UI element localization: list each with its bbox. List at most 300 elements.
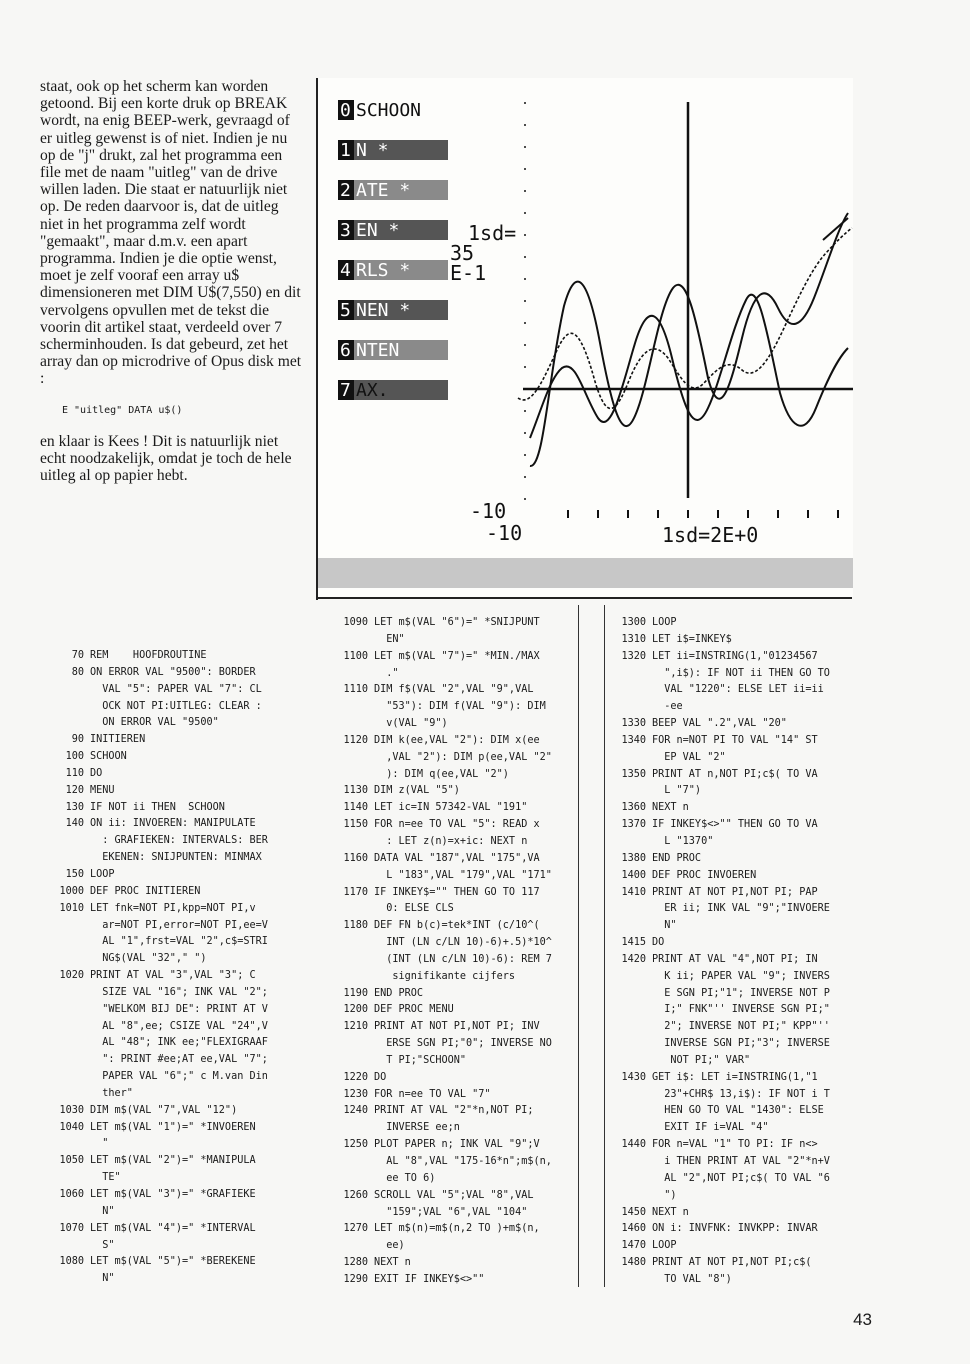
line-code: INT (LN c/LN 10)-6)+.5)*10^ bbox=[374, 937, 552, 949]
listing-line bbox=[614, 1053, 854, 1070]
listing-line bbox=[336, 1103, 568, 1120]
line-code: PRINT AT VAL "3",VAL "3"; C bbox=[90, 970, 256, 982]
line-number: 1120 bbox=[343, 734, 368, 746]
line-number bbox=[614, 750, 646, 767]
listing-line bbox=[40, 901, 290, 918]
line-number bbox=[336, 1154, 368, 1171]
line-number bbox=[40, 1019, 84, 1036]
line-number bbox=[40, 850, 84, 867]
line-code: NEXT n bbox=[652, 802, 689, 814]
listing-line bbox=[614, 615, 854, 632]
line-number bbox=[336, 1036, 368, 1053]
listing-line bbox=[614, 885, 854, 902]
line-number bbox=[614, 834, 646, 851]
intro-column bbox=[40, 78, 302, 484]
line-number bbox=[336, 834, 368, 851]
menu-key: 2 bbox=[340, 180, 351, 201]
listing-line bbox=[336, 885, 568, 902]
listing-line bbox=[40, 968, 290, 985]
line-code: FOR n=NOT PI TO VAL "14" ST bbox=[652, 734, 818, 746]
listing-line bbox=[336, 1272, 568, 1289]
listing-line bbox=[336, 682, 568, 699]
line-code: LET m$(VAL "3")=" *GRAFIEKE bbox=[90, 1189, 256, 1200]
line-code: AL "8",ee; CSIZE VAL "24",V bbox=[90, 1020, 268, 1032]
line-code: NEXT n bbox=[374, 1257, 411, 1269]
line-code: DIM k(ee,VAL "2"): DIM x(ee bbox=[374, 734, 540, 746]
menu-key: 5 bbox=[340, 300, 351, 321]
listing-line bbox=[336, 767, 568, 784]
line-code: LET m$(VAL "6")=" *SNIJPUNT bbox=[374, 617, 540, 628]
line-number: 140 bbox=[65, 818, 84, 830]
listing-line bbox=[40, 1002, 290, 1019]
line-code: AL "1",frst=VAL "2",c$=STRI bbox=[90, 936, 268, 948]
line-code: S" bbox=[90, 1239, 115, 1251]
line-code: (INT (LN c/LN 10)-6): REM 7 bbox=[374, 953, 552, 965]
listing-line bbox=[336, 649, 568, 666]
line-number bbox=[40, 1170, 84, 1187]
axis-label-bottom: -10 bbox=[486, 521, 523, 545]
line-number bbox=[614, 1053, 646, 1070]
line-code: IF NOT ii THEN SCHOON bbox=[90, 801, 225, 813]
line-number bbox=[336, 901, 368, 918]
data-command-line: E "uitleg" DATA u$() bbox=[62, 404, 183, 416]
menu-label: SCHOON bbox=[356, 100, 422, 121]
listing-line bbox=[336, 1002, 568, 1019]
line-number: 1070 bbox=[59, 1222, 84, 1234]
listing-line bbox=[336, 716, 568, 733]
footer-readout: 1sd=2E+0 bbox=[662, 523, 759, 547]
line-number bbox=[614, 699, 646, 716]
listing-line bbox=[40, 934, 290, 951]
line-number bbox=[336, 1205, 368, 1222]
line-code: SCROLL VAL "5";VAL "8",VAL bbox=[374, 1189, 534, 1201]
line-code: ": PRINT #ee;AT ee,VAL "7"; bbox=[90, 1054, 268, 1066]
line-code: FOR n=VAL "1" TO PI: IF n<> bbox=[652, 1139, 818, 1151]
line-number: 1010 bbox=[59, 902, 84, 914]
listing-line bbox=[614, 918, 854, 935]
listing-line bbox=[614, 1019, 854, 1036]
line-number: 1190 bbox=[343, 987, 368, 999]
listing-line bbox=[40, 1136, 290, 1153]
line-number bbox=[336, 716, 368, 733]
line-code: INVERSE ee;n bbox=[374, 1122, 460, 1134]
listing-line bbox=[614, 969, 854, 986]
menu-item-bar bbox=[338, 380, 448, 400]
line-code: PRINT AT VAL "4",NOT PI; IN bbox=[652, 953, 818, 965]
line-code: LET ii=INSTRING(1,"01234567 bbox=[652, 650, 818, 662]
line-code: 0: ELSE CLS bbox=[374, 903, 454, 915]
line-number: 1000 bbox=[59, 885, 84, 897]
line-number: 1220 bbox=[343, 1071, 368, 1083]
listing-line bbox=[40, 1238, 290, 1255]
line-number bbox=[40, 1136, 84, 1153]
listing-line bbox=[614, 699, 854, 716]
line-code: LET m$(VAL "5")=" *BEREKENE bbox=[90, 1256, 256, 1268]
listing-line bbox=[336, 969, 568, 986]
line-number: 130 bbox=[65, 801, 84, 813]
listing-line bbox=[336, 699, 568, 716]
line-number: 1480 bbox=[621, 1257, 646, 1269]
closing-paragraph: en klaar is Kees ! Dit is natuurlijk niet echt noodzakelijk, omdat je toch de hele uitleg al op papier hebt. bbox=[40, 432, 292, 485]
line-code: ar=NOT PI,error=NOT PI,ee=V bbox=[90, 919, 268, 931]
listing-line bbox=[614, 1221, 854, 1238]
listing-line bbox=[40, 648, 290, 665]
line-code: N" bbox=[652, 920, 677, 932]
line-number: 1440 bbox=[621, 1139, 646, 1151]
line-code: K ii; PAPER VAL "9"; INVERS bbox=[652, 970, 830, 982]
listing-line bbox=[614, 901, 854, 918]
line-code: IF INKEY$="" THEN GO TO 117 bbox=[374, 886, 540, 898]
listing-line bbox=[614, 1171, 854, 1188]
listing-line bbox=[336, 851, 568, 868]
line-code: IF INKEY$<>"" THEN GO TO VA bbox=[652, 819, 818, 831]
listing-line bbox=[614, 1238, 854, 1255]
listing-line bbox=[336, 1188, 568, 1205]
line-code: SIZE VAL "16"; INK VAL "2"; bbox=[90, 986, 268, 998]
listing-line bbox=[614, 716, 854, 733]
listing-line bbox=[40, 699, 290, 716]
line-code: PRINT AT NOT PI,NOT PI; PAP bbox=[652, 886, 818, 898]
line-number bbox=[40, 1052, 84, 1069]
line-number bbox=[40, 1035, 84, 1052]
line-number bbox=[336, 1053, 368, 1070]
line-number bbox=[614, 1120, 646, 1137]
line-number: 1240 bbox=[343, 1105, 368, 1117]
line-number: 1330 bbox=[621, 718, 646, 730]
line-code: LOOP bbox=[652, 617, 677, 628]
line-code: TO VAL "8") bbox=[652, 1273, 732, 1285]
listing-line bbox=[614, 733, 854, 750]
readout-exponent: E-1 bbox=[450, 261, 487, 285]
listing-line bbox=[336, 615, 568, 632]
line-code: SCHOON bbox=[90, 751, 127, 763]
listing-line bbox=[40, 665, 290, 682]
listing-line bbox=[614, 666, 854, 683]
menu-item-1 bbox=[338, 140, 448, 161]
line-number: 1270 bbox=[343, 1223, 368, 1235]
line-number bbox=[40, 833, 84, 850]
listing-line bbox=[40, 800, 290, 817]
line-code: -ee bbox=[652, 701, 683, 713]
listing-line bbox=[40, 1187, 290, 1204]
line-code: ee) bbox=[374, 1240, 405, 1252]
listing-line bbox=[614, 1103, 854, 1120]
line-code: L "7") bbox=[652, 785, 702, 797]
listing-line bbox=[336, 935, 568, 952]
listing-line bbox=[614, 1188, 854, 1205]
line-code: PAPER VAL "6";" c M.van Din bbox=[90, 1071, 268, 1083]
menu-label: NEN * bbox=[356, 300, 411, 321]
line-number bbox=[614, 1171, 646, 1188]
line-number: 1160 bbox=[343, 852, 368, 864]
listing-line bbox=[336, 1120, 568, 1137]
line-number bbox=[40, 715, 84, 732]
line-number bbox=[336, 1120, 368, 1137]
listing-line bbox=[336, 733, 568, 750]
line-number bbox=[40, 985, 84, 1002]
line-number: 1180 bbox=[343, 920, 368, 932]
line-code: LET m$(VAL "1")=" *INVOEREN bbox=[90, 1121, 256, 1133]
axis-label-top: -10 bbox=[470, 499, 507, 523]
line-number: 80 bbox=[71, 666, 84, 678]
line-number bbox=[614, 969, 646, 986]
line-code: LET ic=IN 57342-VAL "191" bbox=[374, 802, 528, 814]
listing-line bbox=[614, 783, 854, 800]
listing-line bbox=[614, 750, 854, 767]
listing-line bbox=[614, 817, 854, 834]
line-code: REM HOOFDROUTINE bbox=[90, 650, 207, 661]
line-number bbox=[40, 682, 84, 699]
line-number: 1250 bbox=[343, 1139, 368, 1151]
listing-line bbox=[40, 884, 290, 901]
line-number: 1290 bbox=[343, 1273, 368, 1285]
line-number bbox=[40, 1238, 84, 1255]
listing-line bbox=[336, 1053, 568, 1070]
line-code: DIM m$(VAL "7",VAL "12") bbox=[90, 1104, 238, 1116]
listing-line bbox=[336, 632, 568, 649]
line-code: : LET z(n)=x+ic: NEXT n bbox=[374, 835, 528, 847]
line-number: 1370 bbox=[621, 819, 646, 831]
listing-line bbox=[336, 1238, 568, 1255]
menu-key: 6 bbox=[340, 340, 351, 361]
menu-label: EN * bbox=[356, 220, 400, 241]
listing-line bbox=[336, 1255, 568, 1272]
graph-area-shade bbox=[318, 558, 853, 588]
line-code: PLOT PAPER n; INK VAL "9";V bbox=[374, 1139, 540, 1151]
listing-line bbox=[336, 1036, 568, 1053]
line-number: 1170 bbox=[343, 886, 368, 898]
listing-line bbox=[614, 986, 854, 1003]
line-number bbox=[336, 935, 368, 952]
readout-value: 35 bbox=[450, 241, 475, 265]
listing-column-2 bbox=[336, 615, 568, 1289]
line-number bbox=[40, 1086, 84, 1103]
line-number bbox=[614, 1103, 646, 1120]
listing-line bbox=[336, 1171, 568, 1188]
line-code: PRINT AT NOT PI,NOT PI;c$( bbox=[652, 1257, 812, 1269]
menu-key: 7 bbox=[340, 380, 351, 401]
line-number bbox=[336, 666, 368, 683]
menu-label: N * bbox=[356, 140, 389, 161]
line-code: DATA VAL "187",VAL "175",VA bbox=[374, 852, 540, 864]
column-divider-1 bbox=[578, 605, 579, 1287]
line-number: 1450 bbox=[621, 1206, 646, 1218]
line-code: HEN GO TO VAL "1430": ELSE bbox=[652, 1105, 824, 1117]
listing-line bbox=[336, 1070, 568, 1087]
listing-line bbox=[336, 1019, 568, 1036]
line-code: AL "2",NOT PI;c$( TO VAL "6 bbox=[652, 1172, 830, 1184]
line-code: DEF PROC MENU bbox=[374, 1004, 454, 1016]
line-code: " bbox=[90, 1138, 109, 1150]
listing-line bbox=[336, 952, 568, 969]
line-number bbox=[614, 986, 646, 1003]
line-number bbox=[336, 969, 368, 986]
listing-line bbox=[40, 1271, 290, 1288]
line-number: 90 bbox=[71, 734, 84, 746]
line-number bbox=[40, 1271, 84, 1288]
listing-line bbox=[40, 850, 290, 867]
listing-line bbox=[336, 1087, 568, 1104]
line-code: ther" bbox=[90, 1087, 133, 1099]
line-code: EP VAL "2" bbox=[652, 751, 726, 763]
line-code: DEF PROC INITIEREN bbox=[90, 885, 201, 897]
line-number bbox=[336, 1171, 368, 1188]
line-code: DO bbox=[90, 767, 103, 779]
listing-line bbox=[40, 867, 290, 884]
line-code: VAL "1220": ELSE LET ii=ii bbox=[652, 684, 824, 696]
line-code: NOT PI;" VAR" bbox=[652, 1054, 751, 1066]
listing-line bbox=[336, 1154, 568, 1171]
line-code: EN" bbox=[374, 633, 405, 645]
line-code: ." bbox=[374, 667, 399, 679]
line-number: 1230 bbox=[343, 1088, 368, 1100]
line-number bbox=[336, 868, 368, 885]
line-code: v(VAL "9") bbox=[374, 718, 448, 730]
listing-line bbox=[614, 1002, 854, 1019]
line-number: 1050 bbox=[59, 1155, 84, 1167]
listing-line bbox=[614, 935, 854, 952]
listing-line bbox=[40, 816, 290, 833]
listing-line bbox=[336, 986, 568, 1003]
line-code: : GRAFIEKEN: INTERVALS: BER bbox=[90, 835, 268, 847]
listing-line bbox=[614, 851, 854, 868]
line-number bbox=[40, 1204, 84, 1221]
line-code: ON ERROR VAL "9500" bbox=[90, 717, 219, 729]
line-number: 1310 bbox=[621, 633, 646, 645]
line-code: ERSE SGN PI;"0"; INVERSE NO bbox=[374, 1038, 552, 1050]
line-code: DO bbox=[374, 1071, 387, 1083]
listing-line bbox=[336, 834, 568, 851]
line-code: AL "8",VAL "175-16*n";m$(n, bbox=[374, 1156, 552, 1167]
line-number: 1340 bbox=[621, 734, 646, 746]
line-code: OCK NOT PI:UITLEG: CLEAR : bbox=[90, 700, 262, 712]
line-code: DIM z(VAL "5") bbox=[374, 785, 460, 797]
listing-line bbox=[40, 1254, 290, 1271]
menu-key: 1 bbox=[340, 140, 351, 161]
line-number bbox=[40, 1069, 84, 1086]
line-code: N" bbox=[90, 1273, 115, 1285]
line-code: LET m$(VAL "2")=" *MANIPULA bbox=[90, 1155, 256, 1167]
line-code: LET i$=INKEY$ bbox=[652, 633, 732, 645]
line-number: 1140 bbox=[343, 802, 368, 814]
line-number: 110 bbox=[65, 767, 84, 779]
line-code: ") bbox=[652, 1189, 677, 1201]
listing-line bbox=[614, 800, 854, 817]
menu-label: ATE * bbox=[356, 180, 411, 201]
line-code: DIM f$(VAL "2",VAL "9",VAL bbox=[374, 684, 534, 696]
listing-line bbox=[336, 817, 568, 834]
line-code: END PROC bbox=[374, 987, 424, 999]
line-code: T PI;"SCHOON" bbox=[374, 1054, 467, 1066]
line-code: NG$(VAL "32"," ") bbox=[90, 953, 207, 965]
line-number bbox=[614, 1002, 646, 1019]
line-code: AL "48"; INK ee;"FLEXIGRAAF bbox=[90, 1037, 268, 1049]
line-number bbox=[614, 666, 646, 683]
listing-line bbox=[614, 1255, 854, 1272]
line-number: 150 bbox=[65, 868, 84, 880]
line-code: EXIT IF i=VAL "4" bbox=[652, 1122, 769, 1134]
listing-line bbox=[614, 1154, 854, 1171]
line-code: I;" FNK"'' INVERSE SGN PI;" bbox=[652, 1004, 830, 1016]
line-code: END PROC bbox=[652, 852, 702, 864]
listing-line bbox=[40, 1221, 290, 1238]
menu-key: 3 bbox=[340, 220, 351, 241]
line-number: 1350 bbox=[621, 768, 646, 780]
line-code: FOR n=ee TO VAL "5": READ x bbox=[374, 819, 540, 831]
line-number: 1090 bbox=[343, 617, 368, 628]
listing-line bbox=[614, 649, 854, 666]
line-number: 1130 bbox=[343, 785, 368, 797]
line-number: 1380 bbox=[621, 852, 646, 864]
line-number bbox=[614, 918, 646, 935]
line-number: 1100 bbox=[343, 650, 368, 662]
listing-line bbox=[40, 1120, 290, 1137]
line-code: 23"+CHR$ 13,i$): IF NOT i T bbox=[652, 1088, 830, 1100]
line-number: 1410 bbox=[621, 886, 646, 898]
line-code: ER ii; INK VAL "9";"INVOERE bbox=[652, 903, 830, 915]
line-code: ",i$): IF NOT ii THEN GO TO bbox=[652, 667, 830, 679]
line-number bbox=[614, 783, 646, 800]
line-number bbox=[336, 750, 368, 767]
listing-line bbox=[40, 732, 290, 749]
listing-line bbox=[40, 1086, 290, 1103]
listing-line bbox=[40, 1204, 290, 1221]
menu-item-5 bbox=[338, 300, 448, 321]
listing-line bbox=[336, 1205, 568, 1222]
listing-line bbox=[40, 1019, 290, 1036]
line-code: DEF FN b(c)=tek*INT (c/10^( bbox=[374, 920, 540, 932]
line-code: L "1370" bbox=[652, 835, 714, 847]
line-code: FOR n=ee TO VAL "7" bbox=[374, 1088, 491, 1100]
listing-column-3 bbox=[614, 615, 854, 1289]
line-code: "159";VAL "6",VAL "104" bbox=[374, 1206, 528, 1218]
listing-line bbox=[336, 800, 568, 817]
listing-line bbox=[40, 1052, 290, 1069]
line-code: PRINT AT n,NOT PI;c$( TO VA bbox=[652, 768, 818, 780]
line-code: "WELKOM BIJ DE": PRINT AT V bbox=[90, 1003, 268, 1015]
line-number bbox=[40, 951, 84, 968]
listing-line bbox=[614, 1036, 854, 1053]
line-number bbox=[336, 952, 368, 969]
line-number: 1030 bbox=[59, 1104, 84, 1116]
line-number bbox=[40, 699, 84, 716]
listing-line bbox=[40, 783, 290, 800]
line-number: 100 bbox=[65, 751, 84, 763]
listing-line bbox=[614, 632, 854, 649]
listing-line bbox=[40, 985, 290, 1002]
listing-line bbox=[614, 1087, 854, 1104]
listing-line bbox=[40, 918, 290, 935]
line-number: 1260 bbox=[343, 1189, 368, 1201]
line-code: EKENEN: SNIJPUNTEN: MINMAX bbox=[90, 852, 262, 864]
menu-label: AX. bbox=[356, 380, 389, 401]
line-number: 120 bbox=[65, 784, 84, 796]
menu-label: RLS * bbox=[356, 260, 411, 281]
line-code: ON i: INVFNK: INVKPP: INVAR bbox=[652, 1223, 818, 1235]
line-code: PRINT AT NOT PI,NOT PI; INV bbox=[374, 1021, 540, 1033]
line-code: N" bbox=[90, 1205, 115, 1217]
line-number: 1020 bbox=[59, 970, 84, 982]
listing-line bbox=[336, 783, 568, 800]
line-code: LOOP bbox=[90, 868, 115, 880]
line-code: ON ii: INVOEREN: MANIPULATE bbox=[90, 818, 256, 830]
listing-line bbox=[336, 750, 568, 767]
menu-item-7 bbox=[338, 380, 448, 401]
listing-line bbox=[614, 868, 854, 885]
listing-line bbox=[614, 682, 854, 699]
line-code: EXIT IF INKEY$<>"" bbox=[374, 1273, 485, 1285]
line-code: DEF PROC INVOEREN bbox=[652, 869, 757, 881]
